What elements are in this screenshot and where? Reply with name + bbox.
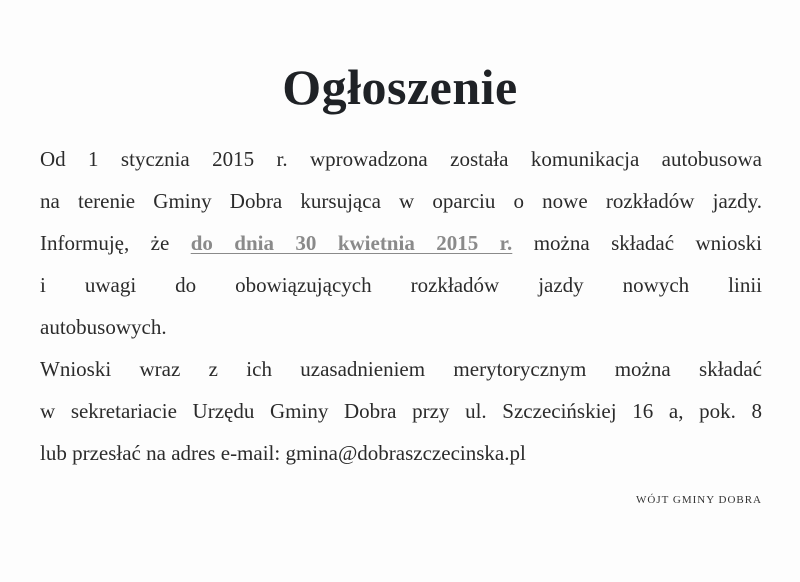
body-line-3-start: Informuję, że bbox=[40, 231, 191, 255]
page-title: Ogłoszenie bbox=[282, 59, 518, 115]
body-line-8: lub przesłać na adres e-mail: gmina@dobraszczecinska.pl bbox=[40, 441, 526, 465]
body-line-3-end: można składać wnioski bbox=[512, 231, 762, 255]
body-line-3 bbox=[40, 229, 762, 257]
deadline-date: do dnia 30 kwietnia 2015 r. bbox=[190, 231, 513, 255]
body-line-4: i uwagi do obowiązujących rozkładów jazdy nowych linii bbox=[40, 273, 762, 297]
body-line-7: w sekretariacie Urzędu Gminy Dobra przy ul. Szczecińskiej 16 a, pok. 8 bbox=[40, 399, 762, 423]
body-line-2: na terenie Gminy Dobra kursująca w oparciu o nowe rozkładów jazdy. bbox=[40, 189, 762, 213]
body-line-6: Wnioski wraz z ich uzasadnieniem merytorycznym można składać bbox=[40, 357, 762, 381]
signature: WÓJT GMINY DOBRA bbox=[636, 494, 762, 506]
body-line-5: autobusowych. bbox=[40, 315, 167, 339]
body-line-1: Od 1 stycznia 2015 r. wprowadzona została komunikacja autobusowa bbox=[40, 147, 762, 171]
